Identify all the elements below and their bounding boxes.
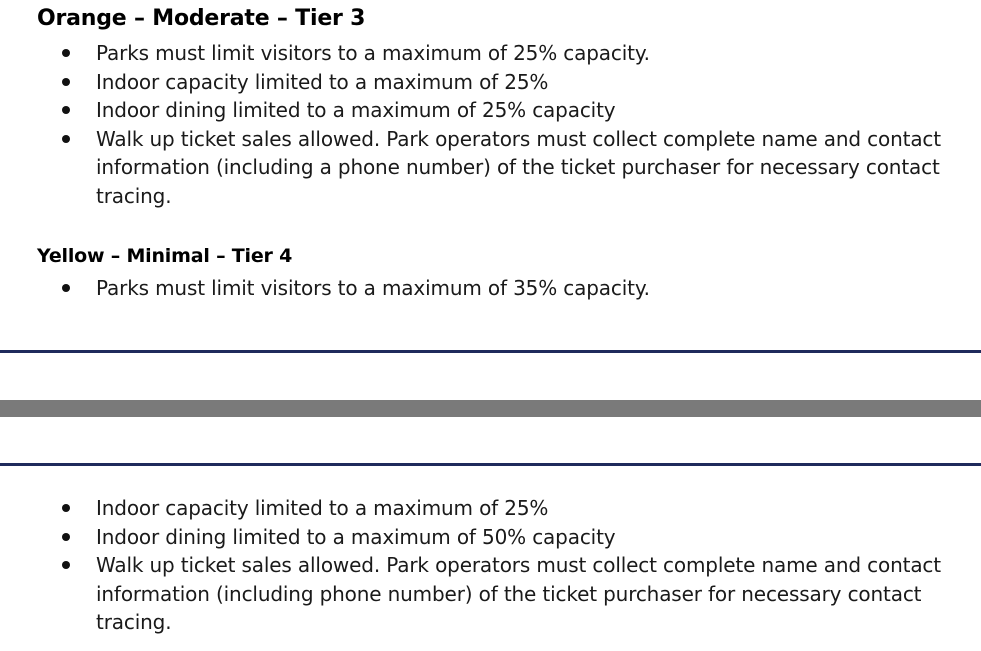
list-item-text: Parks must limit visitors to a maximum of 25% capacity. [96, 41, 650, 65]
bullet-icon [62, 284, 70, 292]
bullet-icon [62, 533, 70, 541]
list-item [0, 96, 981, 125]
list-item-text: Walk up ticket sales allowed. Park operators must collect complete name and contact information (including phone number) of the ticket purchaser for necessary contact tracing. [96, 553, 941, 634]
continued-list [0, 494, 981, 637]
list-item [0, 39, 981, 68]
list-item [0, 523, 981, 552]
list-item [0, 274, 981, 303]
list-item [0, 551, 981, 637]
divider-rule-top [0, 350, 981, 353]
list-item-text: Walk up ticket sales allowed. Park operators must collect complete name and contact information (including a phone number) of the ticket purchaser for necessary contact tracing. [96, 126, 941, 208]
page-break-band [0, 400, 981, 417]
bullet-icon [62, 78, 70, 86]
divider-rule-bottom [0, 463, 981, 466]
bullet-icon [62, 504, 70, 512]
yellow-tier-list [0, 274, 981, 303]
list-item [0, 68, 981, 97]
list-item-text: Indoor capacity limited to a maximum of 25% [96, 496, 549, 520]
bullet-icon [62, 135, 70, 143]
list-item [0, 125, 981, 211]
yellow-tier-heading: Yellow – Minimal – Tier 4 [37, 245, 293, 267]
list-item [0, 494, 981, 523]
list-item-text: Parks must limit visitors to a maximum of 35% capacity. [96, 276, 650, 300]
list-item-text: Indoor dining limited to a maximum of 25% capacity [96, 98, 616, 122]
bullet-icon [62, 561, 70, 569]
orange-tier-list [0, 39, 981, 210]
bullet-icon [62, 49, 70, 57]
orange-tier-heading: Orange – Moderate – Tier 3 [37, 6, 366, 31]
list-item-text: Indoor dining limited to a maximum of 50% capacity [96, 524, 616, 549]
bullet-icon [62, 106, 70, 114]
list-item-text: Indoor capacity limited to a maximum of 25% [96, 69, 549, 94]
